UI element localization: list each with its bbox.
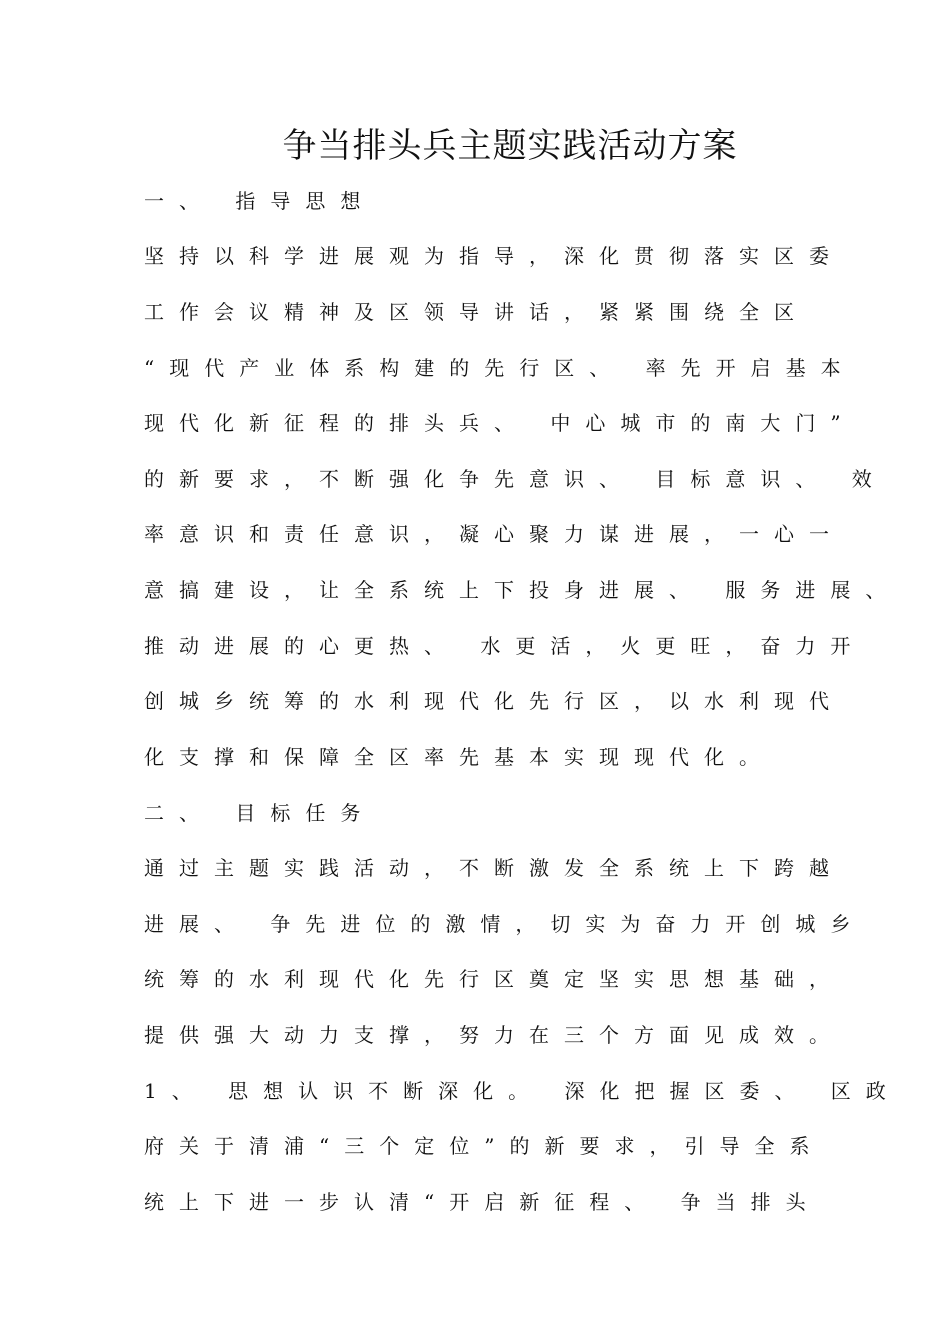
paragraph-line: 现代化新征程的排头兵、 中心城市的南大门” [144, 411, 856, 435]
paragraph-line: 1、 思想认识不断深化。 深化把握区委、 区政 [144, 1079, 901, 1103]
section-heading: 二、 目标任务 [144, 801, 376, 825]
paragraph-line: 推动进展的心更热、 水更活，火更旺，奋力开 [144, 634, 866, 658]
paragraph-line: 府关于清浦“三个定位”的新要求，引导全系 [144, 1134, 825, 1158]
paragraph-line: 化支撑和保障全区率先基本实现现代化。 [144, 745, 774, 769]
paragraph-line: 创城乡统筹的水利现代化先行区，以水利现代 [144, 689, 844, 713]
paragraph-line: 统筹的水利现代化先行区奠定坚实思想基础， [144, 967, 844, 991]
paragraph-line: 工作会议精神及区领导讲话，紧紧围绕全区 [144, 300, 809, 324]
paragraph-line: 统上下进一步认清“开启新征程、 争当排头 [144, 1190, 821, 1214]
paragraph-line: “现代产业体系构建的先行区、 率先开启基本 [144, 356, 856, 380]
document-title: 争当排头兵主题实践活动方案 [282, 126, 738, 166]
paragraph-line: 通过主题实践活动，不断激发全系统上下跨越 [144, 856, 844, 880]
paragraph-line: 提供强大动力支撑，努力在三个方面见成效。 [144, 1023, 844, 1047]
paragraph-line: 意搞建设，让全系统上下投身进展、 服务进展、 [144, 578, 901, 602]
paragraph-line: 的新要求，不断强化争先意识、 目标意识、 效 [144, 467, 887, 491]
paragraph-line: 率意识和责任意识，凝心聚力谋进展，一心一 [144, 522, 844, 546]
section-heading: 一、 指导思想 [144, 189, 376, 213]
paragraph-line: 进展、 争先进位的激情，切实为奋力开创城乡 [144, 912, 866, 936]
paragraph-line: 坚持以科学进展观为指导，深化贯彻落实区委 [144, 244, 844, 268]
